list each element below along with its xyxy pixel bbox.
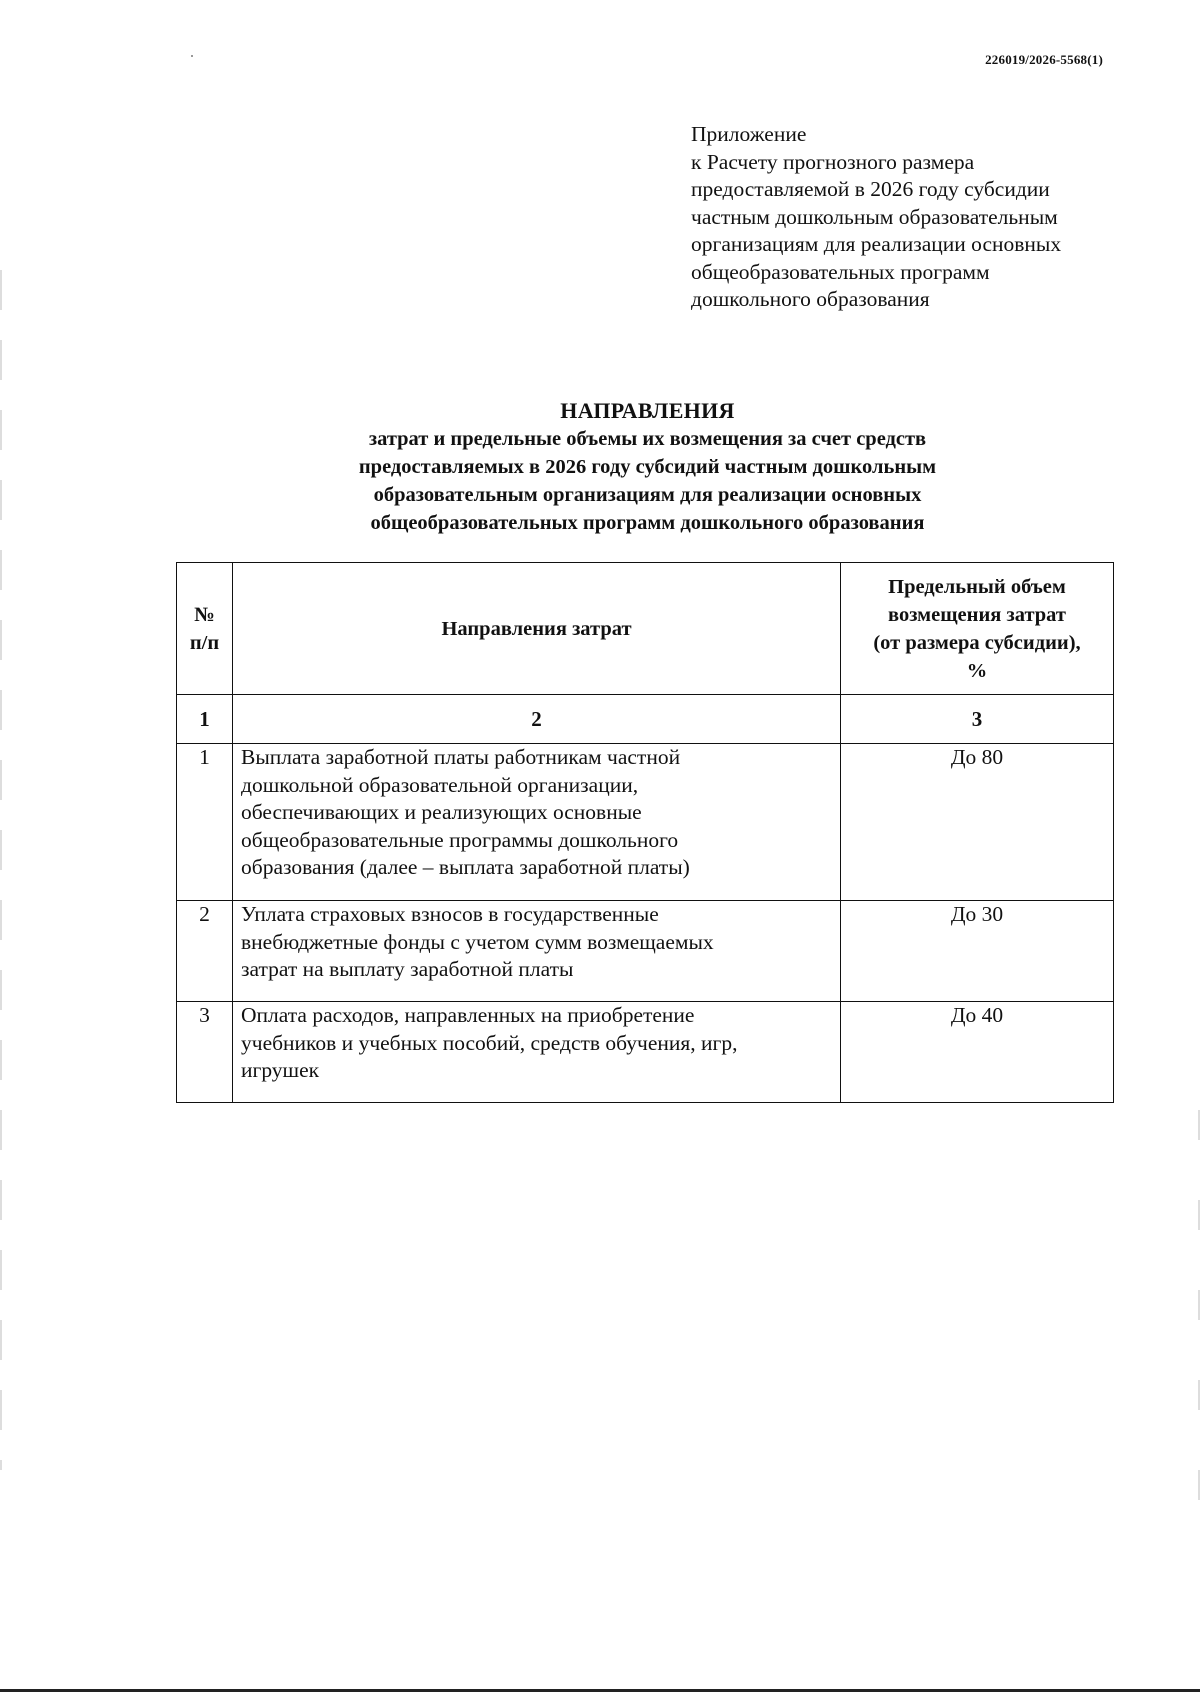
header-number-sign: № [194,603,215,626]
title-heading: НАПРАВЛЕНИЯ [560,398,735,423]
scan-dot [191,55,193,57]
title-subheading-line: предоставляемых в 2026 году субсидий частным дошкольным [358,456,937,478]
row-limit: До 40 [841,1002,1114,1103]
document-number: 226019/2026-5568(1) [985,52,1103,67]
table-row [177,901,1114,1002]
row-direction-line: образования (далее – выплата заработной платы) [241,855,690,879]
appendix-line: предоставляемой в 2026 году субсидии [691,177,1050,201]
table-row [177,1002,1114,1103]
row-number: 1 [177,744,233,901]
row-direction [233,1002,841,1103]
title-subheading-line: затрат и предельные объемы их возмещения за счет средств [368,428,927,450]
row-limit: До 80 [841,744,1114,901]
title-subheading-line: образовательным организациям для реализации основных [373,484,922,506]
appendix-line: частным дошкольным образовательным [691,204,1058,229]
column-index-cell: 2 [233,695,841,744]
row-direction-line: Оплата расходов, направленных на приобретение [241,1003,695,1027]
row-limit: До 30 [841,901,1114,1002]
header-limit-line: % [966,659,988,682]
row-direction-line: Выплата заработной платы работникам частной [241,745,681,769]
appendix-line: общеобразовательных программ [691,259,990,284]
title-subheading-line: общеобразовательных программ дошкольного образования [370,512,925,534]
appendix-note [691,121,1131,314]
row-direction-line: внебюджетные фонды с учетом сумм возмещаемых [241,929,714,954]
row-direction-line: игрушек [241,1058,320,1082]
column-index-cell: 1 [177,695,233,744]
document-title [180,397,1115,537]
cost-directions-table [176,562,1114,1103]
row-direction-line: затрат на выплату заработной платы [241,957,574,981]
row-direction [233,901,841,1002]
appendix-line: Приложение [691,122,807,146]
scan-edge-left [0,270,2,1470]
column-index-cell: 3 [841,695,1114,744]
column-index-row [177,695,1114,744]
row-direction-line: Уплата страховых взносов в государственные [241,902,659,926]
row-number: 3 [177,1002,233,1103]
row-direction-line: обеспечивающих и реализующих основные [241,800,642,824]
appendix-line: организациям для реализации основных [691,232,1062,256]
table-header-row [177,563,1114,695]
row-direction-line: учебников и учебных пособий, средств обучения, игр, [241,1030,738,1055]
header-number-abbr: п/п [189,631,220,654]
header-number [177,563,233,695]
row-number: 2 [177,901,233,1002]
appendix-line: к Расчету прогнозного размера [691,149,975,174]
header-limit-line: Предельный объем [888,575,1066,598]
header-direction: Направления затрат [233,563,841,695]
header-limit-line: возмещения затрат [888,603,1066,626]
header-limit-line: (от размера субсидии), [873,631,1081,654]
table-row [177,744,1114,901]
row-direction-line: дошкольной образовательной организации, [241,772,639,797]
title-subheading [180,425,1115,537]
row-direction [233,744,841,901]
appendix-line: дошкольного образования [691,287,930,311]
header-limit [841,563,1114,695]
row-direction-line: общеобразовательные программы дошкольного [241,827,679,852]
